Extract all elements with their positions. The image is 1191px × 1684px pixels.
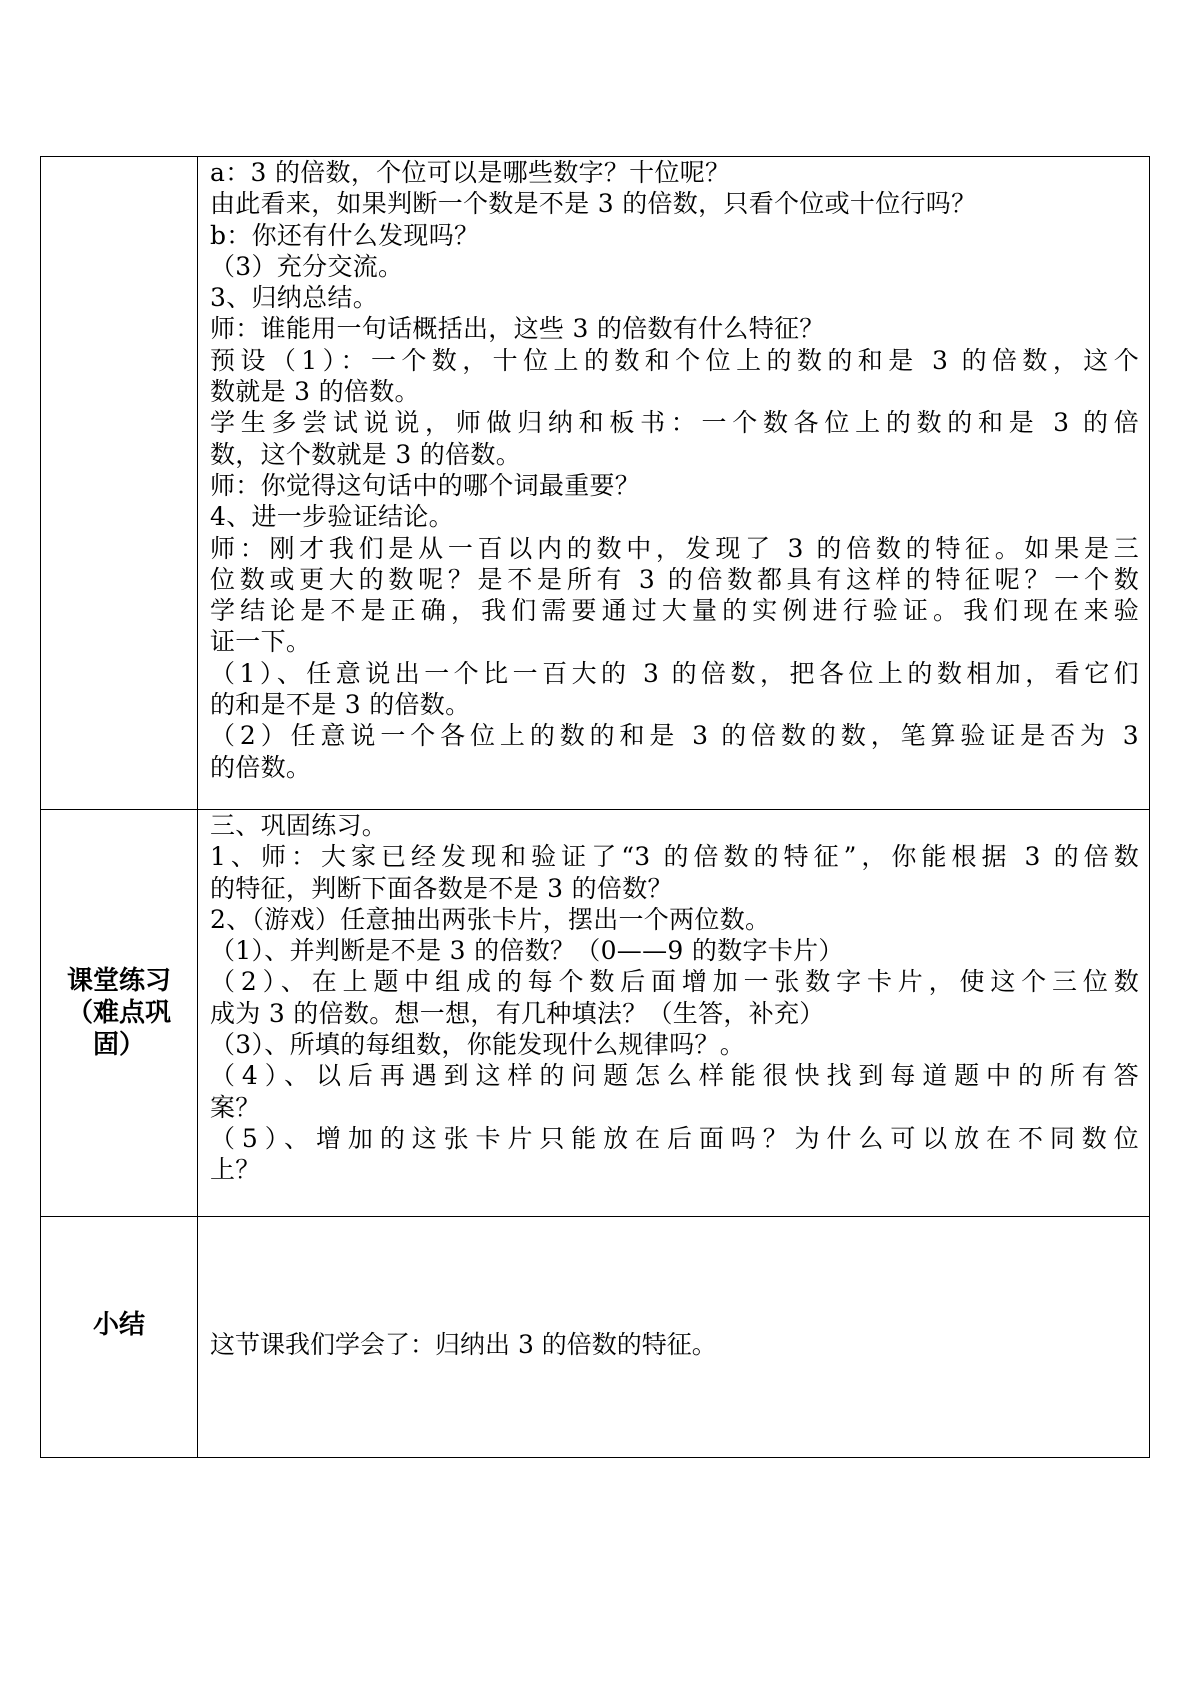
table-row [41,810,1150,1217]
row-content-cell [198,157,1150,810]
content-line: 师：谁能用一句话概括出，这些 3 的倍数有什么特征？ [210,314,825,344]
row-label-cell [41,1217,198,1458]
table-row [41,157,1150,810]
content-line: b：你还有什么发现吗？ [210,220,480,250]
content-line: 三、巩固练习。 [210,811,388,840]
content-line: 的和是不是 3 的倍数。 [210,690,471,720]
content-line: 由此看来，如果判断一个数是不是 3 的倍数，只看个位或十位行吗？ [210,189,977,219]
summary-text: 这节课我们学会了：归纳出 3 的倍数的特征。 [210,1330,717,1359]
content-line: a：3 的倍数，个位可以是哪些数字？十位呢？ [210,158,731,187]
row-content-cell [198,810,1150,1217]
content-line: （2）任意说一个各位上的数的和是 3 的倍数的数，笔算验证是否为 3 [210,721,1139,751]
content-line: 4、进一步验证结论。 [210,502,454,532]
row-content-cell [198,1217,1150,1458]
content-line: （3）充分交流。 [210,251,404,281]
content-line: 师：你觉得这句话中的哪个词最重要？ [210,470,641,500]
content-line: 2、（游戏）任意抽出两张卡片，摆出一个两位数。 [210,904,771,934]
content-line: 成为 3 的倍数。想一想，有几种填法？（生答，补充） [210,998,825,1028]
content-line: （4）、以后再遇到这样的问题怎么样能很快找到每道题中的所有答 [210,1061,1139,1091]
content-line: 师：刚才我们是从一百以内的数中，发现了 3 的倍数的特征。如果是三 [210,533,1139,563]
lesson-plan-table [40,156,1150,1458]
content-line: 位数或更大的数呢？是不是所有 3 的倍数都具有这样的特征呢？一个数 [210,564,1139,594]
content-line: （1）、任意说出一个比一百大的 3 的倍数，把各位上的数相加，看它们 [210,658,1139,688]
content-line: 的特征，判断下面各数是不是 3 的倍数？ [210,873,673,903]
content-line: 的倍数。 [210,752,312,782]
content-line: 3、归纳总结。 [210,283,379,313]
content-line: 1、师：大家已经发现和验证了“3 的倍数的特征”，你能根据 3 的倍数 [210,842,1139,872]
content-line: 案？ [210,1092,261,1122]
content-line: （5）、增加的这张卡片只能放在后面吗？为什么可以放在不同数位 [210,1123,1139,1153]
table-row [41,1217,1150,1458]
row-label: 小结 [92,1310,145,1340]
content-line: （1）、并判断是不是 3 的倍数？（0——9 的数字卡片） [210,936,844,966]
content-line: 上？ [210,1155,261,1185]
content-line: （3）、所填的每组数，你能发现什么规律吗？。 [210,1030,746,1060]
content-line: 学生多尝试说说，师做归纳和板书：一个数各位上的数的和是 3 的倍 [210,408,1139,438]
content-line: 数，这个数就是 3 的倍数。 [210,439,522,469]
content-line: 预设（1）：一个数，十位上的数和个位上的数的和是 3 的倍数，这个 [210,345,1139,375]
row-label-cell [41,157,198,810]
content-line: 数就是 3 的倍数。 [210,377,420,407]
row-label: 课堂练习（难点巩固） [66,966,171,1060]
content-line: 学结论是不是正确，我们需要通过大量的实例进行验证。我们现在来验 [210,596,1139,626]
content-line: （2）、在上题中组成的每个数后面增加一张数字卡片，使这个三位数 [210,967,1139,997]
content-line: 证一下。 [210,627,312,657]
row-label-cell [41,810,198,1217]
